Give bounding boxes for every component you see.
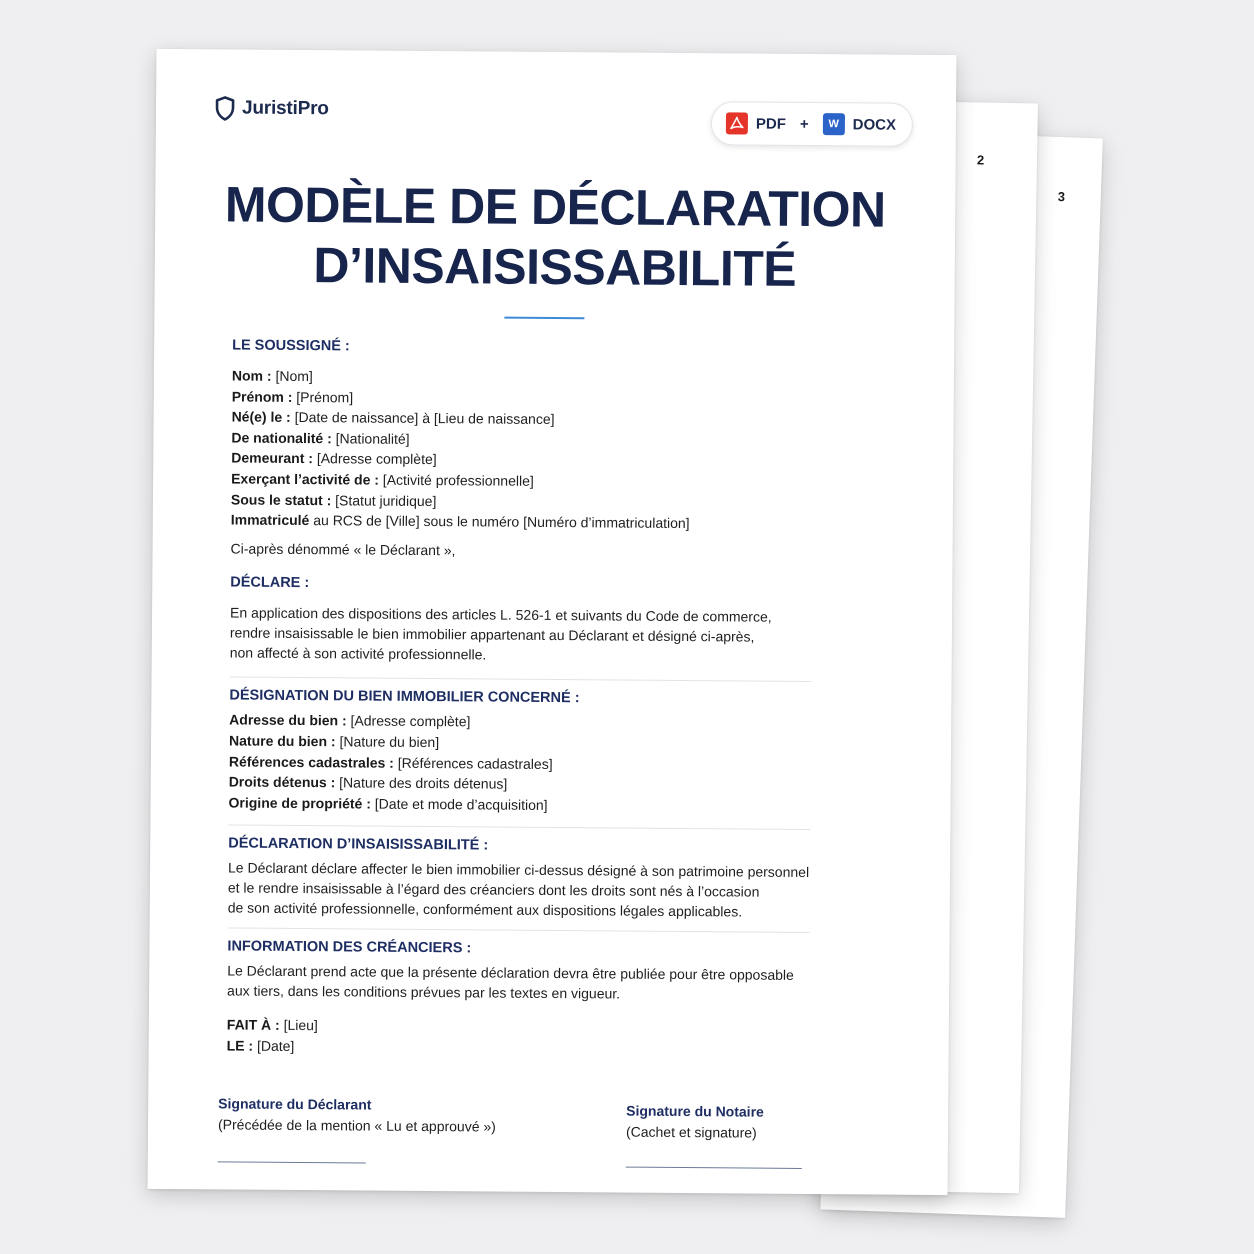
- signature-subtitle: (Cachet et signature): [625, 1123, 757, 1141]
- document-body: [227, 337, 815, 1060]
- field-label: Droits détenus :: [228, 773, 336, 791]
- page-number-3: 3: [1057, 189, 1066, 205]
- title-line-2: D’INSAISISSABILITÉ: [313, 237, 797, 297]
- field-value: [Statut juridique]: [331, 491, 437, 509]
- section-divider: [228, 928, 810, 934]
- field-value: [Nature du bien]: [335, 733, 440, 751]
- docx-label: DOCX: [852, 115, 897, 134]
- field-label: Exerçant l’activité de :: [231, 470, 380, 488]
- word-icon: W: [823, 113, 845, 135]
- signature-declarant: [218, 1093, 496, 1137]
- document-page-1: [148, 49, 957, 1195]
- field-value: [Adresse complète]: [346, 712, 471, 730]
- field-row: [228, 792, 810, 817]
- section-heading-creanciers: INFORMATION DES CRÉANCIERS :: [227, 938, 472, 957]
- format-badge: [711, 101, 913, 147]
- signature-line-declarant: [218, 1161, 366, 1163]
- signature-subtitle: (Précédée de la mention « Lu et approuvé »): [217, 1116, 496, 1135]
- signature-notaire: [626, 1101, 764, 1144]
- page-number-2: 2: [976, 152, 985, 168]
- bien-fields: [228, 710, 811, 818]
- field-label: Prénom :: [231, 388, 293, 405]
- section-divider: [228, 825, 810, 831]
- brand-name: JuristiPro: [241, 97, 329, 120]
- field-label: De nationalité :: [231, 429, 332, 447]
- signature-title: Signature du Déclarant: [218, 1095, 372, 1113]
- title-line-1: MODÈLE DE DÉCLARATION: [224, 176, 886, 238]
- title-underline: [504, 317, 584, 320]
- fait-block: [227, 1015, 809, 1061]
- shield-icon: [214, 95, 236, 121]
- field-label: Né(e) le :: [231, 408, 291, 426]
- paragraph-line: En application des dispositions des articles L. 526-1 et suivants du Code de commerce,: [229, 604, 772, 626]
- signature-line-notaire: [626, 1167, 802, 1169]
- field-value: [Nom]: [271, 367, 313, 385]
- field-value: [Prénom]: [292, 388, 354, 406]
- paragraph-line: Le Déclarant prend acte que la présente déclaration devra être publiée pour être opposable: [227, 962, 794, 984]
- soussigne-fields: [231, 365, 814, 534]
- brand-logo: [214, 95, 329, 122]
- field-label: LE :: [226, 1037, 254, 1054]
- field-row: [231, 510, 813, 535]
- field-label: Nature du bien :: [228, 732, 336, 750]
- field-label: Sous le statut :: [230, 491, 332, 508]
- field-value: [Nature des droits détenus]: [335, 774, 508, 792]
- field-value: [Nationalité]: [331, 430, 410, 447]
- document-title: [155, 174, 956, 300]
- paragraph-line: non affecté à son activité professionnelle.: [229, 644, 487, 663]
- creanciers-paragraph: [227, 961, 809, 1006]
- field-label: Demeurant :: [231, 449, 314, 467]
- field-value: au RCS de [Ville] sous le numéro [Numéro d’immatriculation]: [309, 512, 690, 532]
- field-value: [Date]: [253, 1037, 295, 1054]
- section-heading-bien: DÉSIGNATION DU BIEN IMMOBILIER CONCERNÉ :: [229, 687, 580, 707]
- field-label: Adresse du bien :: [229, 711, 347, 729]
- field-label: Nom :: [231, 367, 272, 384]
- paragraph-line: rendre insaisissable le bien immobilier appartenant au Déclarant et désigné ci-après,: [229, 624, 755, 645]
- paragraph-line: et le rendre insaisissable à l’égard des créanciers dont les droits sont nés à l’occasion: [227, 879, 760, 900]
- insaisissabilite-paragraph: [228, 858, 810, 923]
- section-divider: [230, 677, 812, 683]
- paragraph-line: Le Déclarant déclare affecter le bien immobilier ci-dessus désigné à son patrimoine personnel: [227, 859, 810, 881]
- field-label: Immatriculé: [230, 511, 310, 529]
- pdf-label: PDF: [755, 115, 786, 133]
- fait-date: [227, 1035, 809, 1060]
- section-heading-insaisissabilite: DÉCLARATION D’INSAISISSABILITÉ :: [228, 835, 489, 854]
- field-value: [Références cadastrales]: [393, 754, 553, 772]
- field-value: [Activité professionnelle]: [378, 471, 534, 489]
- plus-sign: +: [799, 115, 809, 133]
- hereafter-text: Ci-après dénommé « le Déclarant »,: [230, 540, 456, 558]
- section-heading-soussigne: LE SOUSSIGNÉ :: [232, 337, 350, 355]
- field-label: FAIT À :: [226, 1016, 280, 1034]
- signature-title: Signature du Notaire: [626, 1102, 764, 1120]
- section-heading-declare: DÉCLARE :: [230, 574, 310, 592]
- field-value: [Lieu]: [279, 1017, 318, 1034]
- paragraph-line: de son activité professionnelle, conformément aux dispositions légales applicables.: [227, 899, 743, 920]
- field-label: Références cadastrales :: [228, 752, 394, 771]
- field-value: [Adresse complète]: [312, 450, 437, 468]
- field-value: [Date et mode d’acquisition]: [370, 795, 548, 813]
- paragraph-line: aux tiers, dans les conditions prévues par les textes en vigueur.: [227, 982, 621, 1002]
- pdf-icon: [726, 112, 748, 134]
- field-value: [Date de naissance] à [Lieu de naissance]: [290, 409, 555, 428]
- field-label: Origine de propriété :: [228, 794, 371, 812]
- declare-paragraph: [230, 603, 812, 668]
